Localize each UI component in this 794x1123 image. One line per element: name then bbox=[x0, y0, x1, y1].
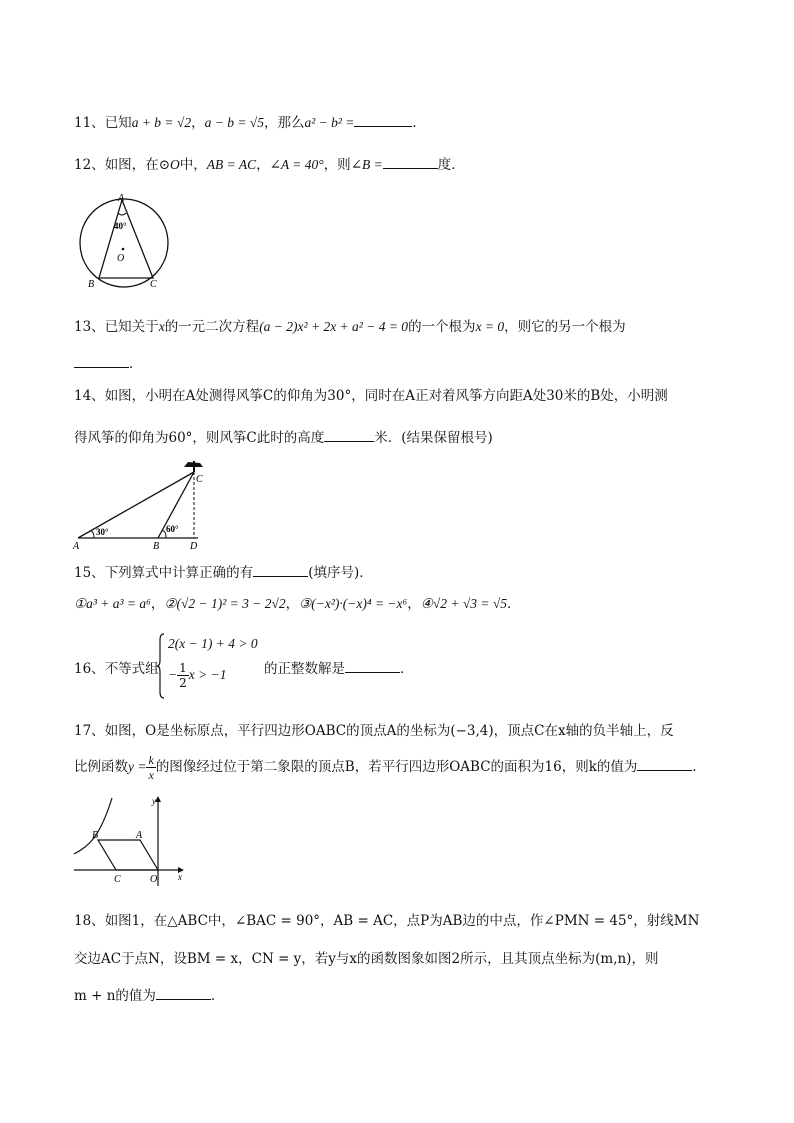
label-x: x bbox=[178, 872, 182, 882]
answer-blank[interactable] bbox=[637, 758, 692, 771]
label-a: A bbox=[118, 193, 125, 204]
question-text: 如图，在 bbox=[104, 157, 159, 173]
question-text: m + n的值为 bbox=[74, 988, 156, 1004]
brace-icon bbox=[156, 632, 166, 700]
question-text: (填序号)． bbox=[308, 565, 373, 581]
question-text: ，则它的另一个根为 bbox=[504, 319, 626, 335]
question-text: 得风筝的仰角为60°，则风筝C此时的高度 bbox=[74, 430, 325, 446]
hyperbola-curve bbox=[74, 798, 112, 854]
math-expression: x = 0 bbox=[475, 319, 505, 334]
answer-blank[interactable] bbox=[354, 114, 412, 127]
fraction-numerator: k bbox=[148, 753, 154, 767]
circle-triangle-figure bbox=[72, 193, 182, 293]
separator: ， bbox=[150, 596, 165, 612]
kite-triangle-figure bbox=[70, 458, 210, 552]
answer-blank[interactable] bbox=[345, 660, 400, 673]
label-angle: 40° bbox=[114, 221, 127, 231]
question-text: 如图1，在△ABC中，∠BAC = 90°，AB = AC，点P为AB边的中点，作∠PMN = 45°，射线MN bbox=[104, 913, 700, 929]
fraction-numerator: 1 bbox=[179, 661, 187, 675]
question-18-line-1 bbox=[74, 909, 699, 929]
question-text: ， bbox=[256, 157, 270, 173]
question-text: ． bbox=[129, 356, 143, 372]
question-number: 15、 bbox=[74, 565, 105, 581]
separator: ， bbox=[407, 596, 421, 612]
question-number: 16、 bbox=[74, 661, 105, 677]
label-o: O bbox=[150, 874, 158, 885]
label-angle-30: 30° bbox=[96, 527, 109, 537]
fraction bbox=[146, 753, 155, 782]
question-14-line-2 bbox=[74, 426, 493, 446]
question-text: 比例函数 bbox=[74, 759, 128, 775]
question-17-line-1 bbox=[74, 719, 674, 739]
question-15 bbox=[74, 561, 373, 581]
question-text: 不等式组 bbox=[104, 661, 159, 677]
math-expression: ⊙O bbox=[158, 157, 180, 172]
math-expression: a² − b² = bbox=[304, 115, 355, 130]
question-text: 中， bbox=[179, 157, 207, 173]
question-18-line-2 bbox=[74, 947, 658, 967]
question-text: 已知 bbox=[104, 115, 132, 131]
question-text: 米．(结果保留根号) bbox=[374, 430, 493, 446]
label-b: B bbox=[153, 541, 160, 552]
label-a: A bbox=[136, 830, 143, 841]
question-number: 17、 bbox=[74, 723, 105, 739]
option-3: ③(−x²)·(−x)⁴ = −x⁶ bbox=[299, 596, 408, 611]
label-y: y bbox=[152, 796, 156, 806]
label-a: A bbox=[73, 541, 80, 552]
circle-o bbox=[80, 199, 168, 287]
question-13-answer-line bbox=[74, 352, 143, 372]
question-14-line-1 bbox=[74, 384, 668, 404]
parallelogram-oabc bbox=[98, 840, 158, 870]
question-text: ． bbox=[210, 988, 225, 1004]
question-text: 的图像经过位于第二象限的顶点B，若平行四边形OABC的面积为16，则k的值为 bbox=[155, 759, 638, 775]
angle-arc-a bbox=[91, 531, 94, 538]
question-16-tail bbox=[264, 657, 414, 677]
answer-blank[interactable] bbox=[156, 987, 211, 1000]
label-b: B bbox=[92, 830, 99, 841]
question-text: 下列算式中计算正确的有 bbox=[104, 565, 254, 581]
question-text: ，那么 bbox=[263, 115, 305, 131]
question-number: 14、 bbox=[74, 388, 105, 404]
answer-blank[interactable] bbox=[383, 156, 438, 169]
question-text: 的一个根为 bbox=[408, 319, 476, 335]
separator: ， bbox=[285, 596, 300, 612]
parallelogram-figure bbox=[70, 794, 190, 890]
question-number: 13、 bbox=[74, 319, 105, 335]
label-c: C bbox=[114, 874, 121, 885]
question-text: ． bbox=[412, 115, 426, 131]
answer-blank[interactable] bbox=[324, 429, 374, 442]
math-expression: x bbox=[158, 319, 165, 334]
math-expression: ∠A = 40° bbox=[269, 157, 324, 172]
fraction-denominator: x bbox=[148, 768, 154, 782]
question-text: 如图，O是坐标原点，平行四边形OABC的顶点A的坐标为(−3,4)，顶点C在x轴的负半轴上，反 bbox=[104, 723, 674, 739]
label-c: C bbox=[150, 279, 157, 290]
triangle-abc bbox=[99, 200, 153, 278]
question-12 bbox=[74, 153, 465, 173]
math-expression: ∠B = bbox=[350, 157, 383, 172]
inequality-1: 2(x − 1) + 4 > 0 bbox=[168, 636, 258, 651]
question-11 bbox=[74, 111, 426, 131]
math-expression: a − b = √5 bbox=[204, 115, 264, 130]
math-expression: a + b = √2 bbox=[131, 115, 192, 130]
question-number: 12、 bbox=[74, 157, 105, 173]
math-expression: − bbox=[168, 667, 178, 682]
question-text: 已知关于 bbox=[104, 319, 159, 335]
question-13 bbox=[74, 315, 626, 335]
option-2: ②(√2 − 1)² = 3 − 2√2 bbox=[164, 596, 286, 611]
inequality-2 bbox=[168, 661, 226, 690]
question-text: ． bbox=[400, 661, 414, 677]
label-d: D bbox=[190, 541, 198, 552]
question-text: ， bbox=[191, 115, 205, 131]
question-text: 交边AC于点N，设BM = x，CN = y，若y与x的函数图象如图2所示，且其顶点坐标为(m,n)，则 bbox=[74, 951, 659, 967]
question-16 bbox=[74, 657, 159, 677]
question-text: 度． bbox=[437, 157, 465, 173]
question-text: ． bbox=[692, 759, 706, 775]
math-expression: x > −1 bbox=[188, 667, 227, 682]
label-o: O bbox=[117, 253, 125, 264]
question-number: 11、 bbox=[74, 115, 105, 131]
angle-arc bbox=[118, 213, 126, 215]
question-text: 如图，小明在A处测得风筝C的仰角为30°，同时在A正对着风筝方向距A处30米的B处，小明测 bbox=[104, 388, 668, 404]
math-expression: AB = AC bbox=[206, 157, 257, 172]
math-expression: (a − 2)x² + 2x + a² − 4 = 0 bbox=[259, 319, 409, 334]
answer-blank[interactable] bbox=[74, 355, 129, 368]
fraction-denominator: 2 bbox=[179, 676, 187, 690]
question-15-options bbox=[74, 592, 521, 612]
label-c: C bbox=[196, 474, 203, 485]
question-text: 的一元二次方程 bbox=[164, 319, 260, 335]
separator: ． bbox=[507, 596, 521, 612]
option-1: ①a³ + a³ = a⁶ bbox=[74, 596, 151, 611]
math-expression: y = bbox=[128, 759, 147, 774]
question-17-line-2 bbox=[74, 753, 706, 782]
option-4: ④√2 + √3 = √5 bbox=[420, 596, 508, 611]
question-text: ，则 bbox=[323, 157, 351, 173]
label-angle-60: 60° bbox=[166, 524, 179, 534]
question-number: 18、 bbox=[74, 913, 105, 929]
question-text: 的正整数解是 bbox=[264, 661, 345, 677]
label-b: B bbox=[88, 279, 95, 290]
answer-blank[interactable] bbox=[253, 564, 308, 577]
question-18-line-3 bbox=[74, 984, 224, 1004]
fraction bbox=[177, 661, 189, 690]
center-dot bbox=[122, 248, 125, 251]
